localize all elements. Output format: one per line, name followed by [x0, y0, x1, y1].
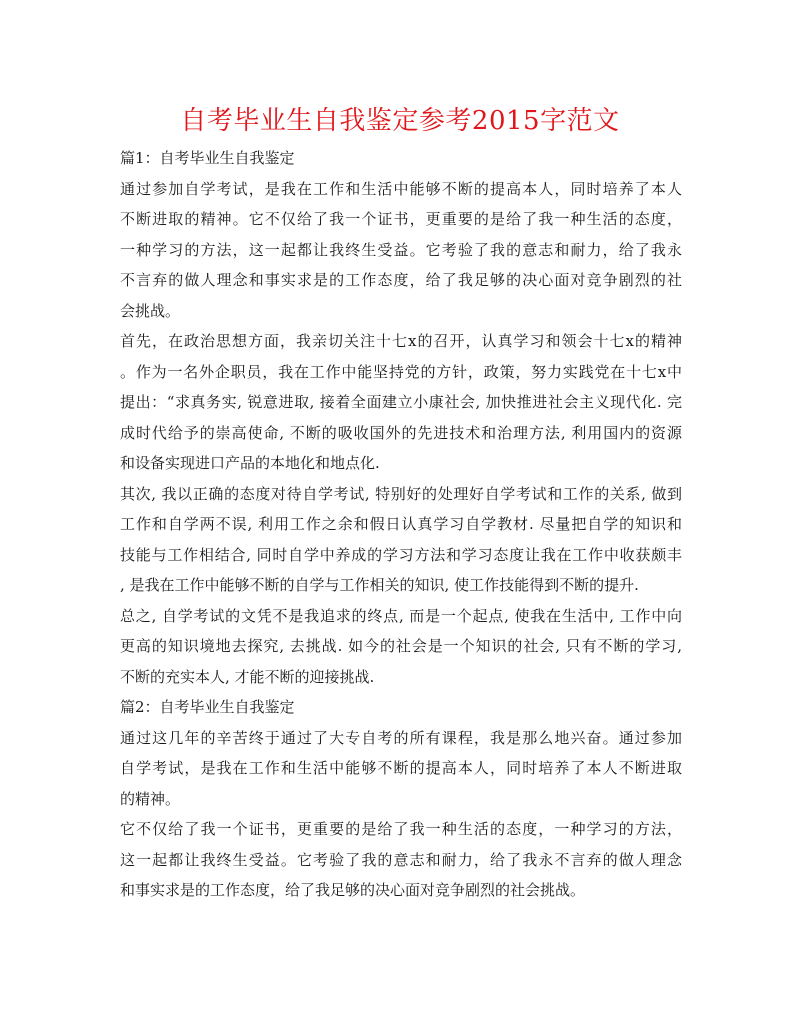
- section-heading: 篇2：自考毕业生自我鉴定: [120, 698, 295, 716]
- text-line: 不言弃的做人理念和事实求是的工作态度，给了我足够的决心面对竞争剧烈的社: [120, 271, 682, 289]
- text-line: 的精神。: [120, 789, 181, 808]
- document-title: 自考毕业生自我鉴定参考2015字范文: [180, 106, 620, 136]
- text-line: 更高的知识境地去探究, 去挑战. 如今的社会是一个知识的社会, 只有不断的学习,: [120, 637, 682, 655]
- text-line: 这一起都让我终生受益。它考验了我的意志和耐力，给了我永不言弃的做人理念: [120, 850, 682, 869]
- text-line: 和设备实现进口产品的本地化和地点化.: [120, 454, 380, 472]
- paragraph: [120, 814, 682, 906]
- text-line: 不断的充实本人, 才能不断的迎接挑战.: [120, 667, 375, 686]
- paragraph: [120, 479, 682, 601]
- section-heading: 篇1：自考毕业生自我鉴定: [120, 149, 295, 167]
- text-line: 通过这几年的辛苦终于通过了大专自考的所有课程，我是那么地兴奋。通过参加: [120, 728, 682, 747]
- text-line: 自学考试，是我在工作和生活中能够不断的提高本人，同时培养了本人不断进取: [120, 759, 682, 777]
- text-line: 会挑战。: [120, 301, 181, 320]
- text-line: 成时代给予的崇高使命, 不断的吸收国外的先进技术和治理方法, 利用国内的资源: [120, 423, 682, 442]
- text-line: 一种学习的方法，这一起都让我终生受益。它考验了我的意志和耐力，给了我永: [120, 240, 682, 259]
- text-line: 。作为一名外企职员，我在工作中能坚持党的方针，政策，努力实践党在十七x中: [120, 362, 682, 381]
- paragraph: [120, 326, 682, 479]
- text-line: 通过参加自学考试，是我在工作和生活中能够不断的提高本人，同时培养了本人: [120, 179, 682, 198]
- paragraph: [120, 601, 682, 693]
- text-line: 不断进取的精神。它不仅给了我一个证书，更重要的是给了我一种生活的态度，: [120, 210, 682, 228]
- text-line: 总之, 自学考试的文凭不是我追求的终点, 而是一个起点, 使我在生活中, 工作中向: [120, 606, 682, 625]
- text-line: 提出：“求真务实, 锐意进取, 接着全面建立小康社会, 加快推进社会主义现代化. 完: [120, 393, 682, 411]
- text-line: 技能与工作相结合, 同时自学中养成的学习方法和学习态度让我在工作中收获颇丰: [120, 545, 682, 564]
- text-line: 和事实求是的工作态度，给了我足够的决心面对竞争剧烈的社会挑战。: [120, 881, 586, 899]
- text-line: 工作和自学两不误, 利用工作之余和假日认真学习自学教材. 尽量把自学的知识和: [120, 515, 682, 533]
- text-line: 首先，在政治思想方面，我亲切关注十七x的召开，认真学习和领会十七x的精神: [120, 332, 682, 350]
- document-body: [120, 143, 682, 906]
- text-line: 它不仅给了我一个证书，更重要的是给了我一种生活的态度，一种学习的方法，: [120, 820, 682, 838]
- text-line: 其次, 我以正确的态度对待自学考试, 特别好的处理好自学考试和工作的关系, 做到: [120, 484, 682, 503]
- text-line: , 是我在工作中能够不断的自学与工作相关的知识, 使工作技能得到不断的提升.: [120, 576, 639, 594]
- paragraph: [120, 723, 682, 815]
- paragraph: [120, 174, 682, 327]
